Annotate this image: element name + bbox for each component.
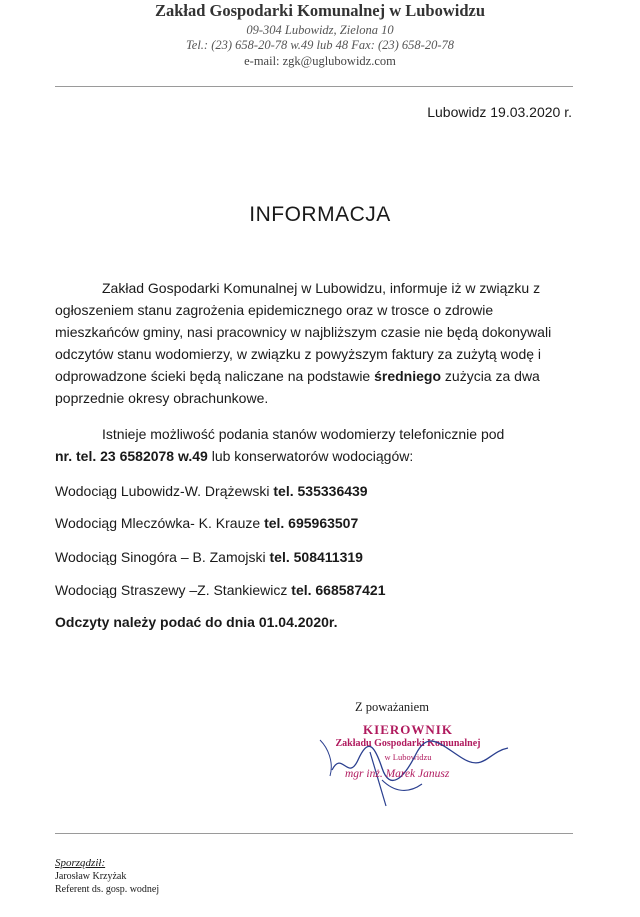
paragraph-phone-info: [55, 423, 585, 467]
organization-name: Zakład Gospodarki Komunalnej w Lubowidzu: [154, 1, 486, 20]
contact-name: Wodociąg Mleczówka- K. Krauze: [55, 515, 265, 531]
stamp-organization: Zakładu Gospodarki Komunalnej: [335, 738, 481, 749]
signatory-name: mgr inż. Marek Janusz: [345, 768, 450, 780]
contact-entry: [55, 549, 363, 565]
office-phone: nr. tel. 23 6582078 w.49: [55, 448, 208, 464]
deadline-notice: Odczyty należy podać do dnia 01.04.2020r.: [55, 614, 338, 630]
contact-phone: tel. 508411319: [269, 549, 363, 565]
contact-phone: tel. 668587421: [291, 582, 386, 598]
contact-name: Wodociąg Lubowidz-W. Drążewski: [55, 483, 274, 499]
paragraph-main-line: ogłoszeniem stanu zagrożenia epidemicznego oraz w trosce o zdrowie: [55, 302, 494, 318]
footer-divider: [55, 833, 573, 834]
contact-entry: [55, 515, 358, 531]
organization-phones: Tel.: (23) 658-20-78 w.49 lub 48 Fax: (23) 658-20-78: [185, 38, 455, 52]
paragraph-main-line: Zakład Gospodarki Komunalnej w Lubowidzu, informuje iż w związku z: [102, 280, 541, 296]
contact-name: Wodociąg Sinogóra – B. Zamojski: [55, 549, 270, 565]
stamp-place: w Lubowidzu: [384, 752, 432, 762]
prepared-by-role: Referent ds. gosp. wodnej: [55, 884, 160, 895]
document-date: Lubowidz 19.03.2020 r.: [427, 104, 572, 120]
paragraph-main-line: odprowadzone ścieki będą naliczane na podstawie średniego zużycia za dwa: [55, 368, 540, 384]
handwritten-signature: [312, 722, 522, 812]
contact-phone: tel. 535336439: [273, 483, 368, 499]
contact-entry: [55, 483, 368, 499]
prepared-by-label: Sporządził:: [55, 857, 106, 869]
paragraph-main-line: odczytów stanu wodomierzy, w związku z powyższym faktury za zużytą wodę i: [55, 346, 542, 362]
organization-address: 09-304 Lubowidz, Zielona 10: [246, 23, 394, 37]
organization-email: e-mail: zgk@uglubowidz.com: [244, 54, 396, 68]
paragraph-main-line: poprzednie okresy obrachunkowe.: [55, 390, 269, 406]
contact-name: Wodociąg Straszewy –Z. Stankiewicz: [55, 582, 292, 598]
paragraph-main: [55, 277, 585, 409]
stamp-title: KIEROWNIK: [363, 722, 453, 737]
header-divider: [55, 86, 573, 87]
emphasis-average: średniego: [374, 368, 442, 384]
contact-entry: [55, 582, 385, 598]
closing-greeting: Z poważaniem: [355, 700, 429, 714]
paragraph-phone-line: nr. tel. 23 6582078 w.49 lub konserwatorów wodociągów:: [55, 448, 414, 464]
paragraph-phone-line: Istnieje możliwość podania stanów wodomierzy telefonicznie pod: [102, 426, 505, 442]
prepared-by-name: Jarosław Krzyżak: [55, 871, 127, 882]
document-heading: INFORMACJA: [249, 203, 391, 226]
paragraph-main-line: mieszkańców gminy, nasi pracownicy w najbliższym czasie nie będą dokonywali: [55, 324, 552, 340]
contact-phone: tel. 695963507: [264, 515, 359, 531]
